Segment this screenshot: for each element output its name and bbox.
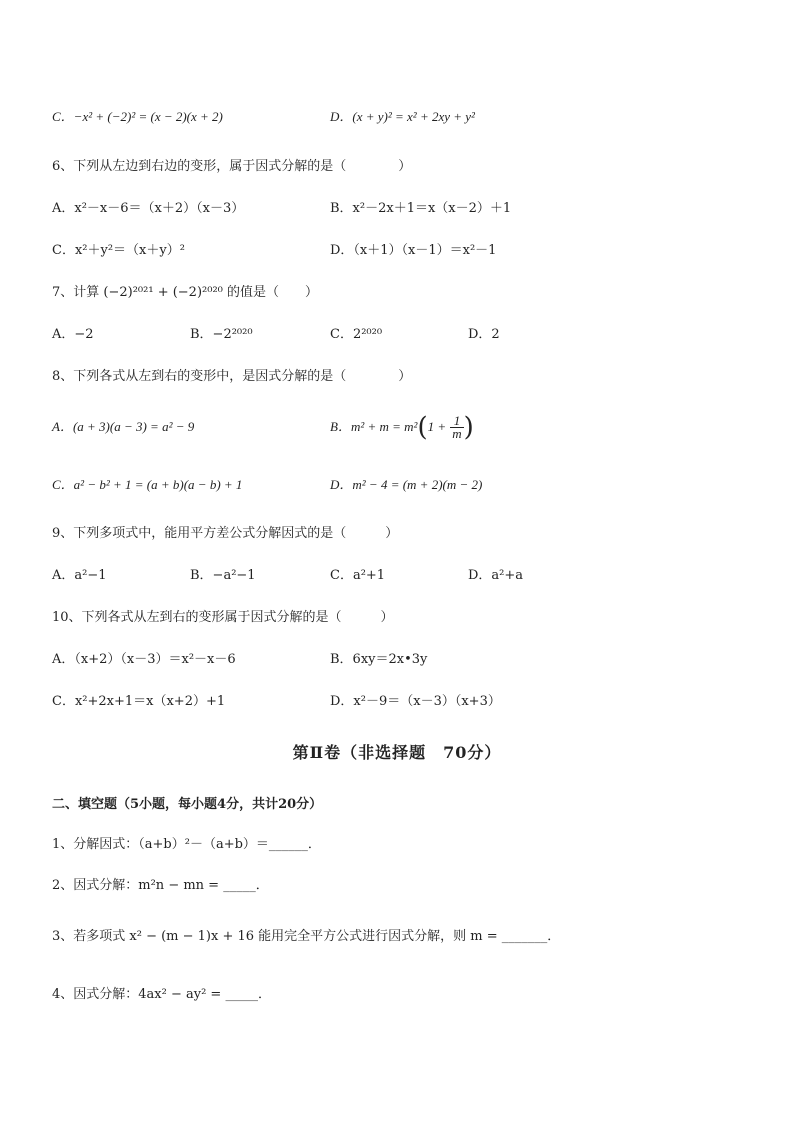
q8-option-c	[52, 476, 242, 495]
q7-option-a: A．−2	[52, 327, 94, 342]
q9-option-d: D．a²+a	[468, 568, 524, 583]
q9-option-a: A．a²−1	[52, 568, 107, 583]
q5-option-c-text: C．−x² + (−2)² = (x − 2)(x + 2)	[52, 109, 223, 124]
q8-option-c-text: C．a² − b² + 1 = (a + b)(a − b) + 1	[52, 477, 243, 492]
q8-option-d	[330, 476, 482, 495]
q5-option-c	[52, 108, 223, 127]
q6-option-b: B．x²－2x＋1＝x（x－2）＋1	[330, 201, 512, 216]
q9-stem: 9、下列多项式中，能用平方差公式分解因式的是（ ）	[52, 526, 399, 541]
q8-option-b-right-paren: )	[463, 412, 474, 443]
q9-option-b: B．−a²−1	[190, 568, 256, 583]
q8-option-b-denominator: m	[452, 426, 462, 441]
q10-option-b: B．6xy＝2x•3y	[330, 652, 428, 667]
q5-option-d-text: D．(x + y)² = x² + 2xy + y²	[330, 109, 475, 124]
q7-option-c: C．2²⁰²⁰	[330, 327, 383, 342]
fill-section-heading: 二、填空题（5小题，每小题4分，共计20分）	[52, 797, 323, 812]
q8-option-d-text: D．m² − 4 = (m + 2)(m − 2)	[330, 477, 483, 492]
q6-option-d: D．（x＋1）（x－1）＝x²－1	[330, 243, 497, 258]
q10-option-a: A．（x+2）（x－3）＝x²－x－6	[52, 652, 236, 667]
q8-option-a-text: A．(a + 3)(a − 3) = a² − 9	[52, 419, 195, 434]
fill-q3: 3、若多项式 x² − (m − 1)x + 16 能用完全平方公式进行因式分解，则 m = _______．	[52, 929, 561, 944]
q8-option-a	[52, 418, 194, 437]
q8-option-b-fraction	[450, 415, 463, 440]
q6-option-c: C．x²＋y²＝（x＋y）²	[52, 243, 185, 258]
q9-option-c: C．a²+1	[330, 568, 386, 583]
q7-option-d: D．2	[468, 327, 500, 342]
q7-option-b: B．−2²⁰²⁰	[190, 327, 253, 342]
q10-option-d: D．x²－9＝（x－3）（x+3）	[330, 694, 501, 709]
q6-option-a: A．x²－x－6＝（x＋2）（x－3）	[52, 201, 245, 216]
q10-stem: 10、下列各式从左到右的变形属于因式分解的是（ ）	[52, 610, 394, 625]
q8-option-b-numerator: 1	[450, 415, 463, 428]
q8-stem: 8、下列各式从左到右的变形中，是因式分解的是（ ）	[52, 369, 412, 384]
q6-stem: 6、下列从左边到右边的变形，属于因式分解的是（ ）	[52, 159, 412, 174]
fill-q4: 4、因式分解：4ax² − ay² = _____．	[52, 987, 271, 1002]
fill-q1: 1、分解因式：（a+b）²－（a+b）＝______．	[52, 837, 321, 852]
q10-option-c: C．x²+2x+1＝x（x+2）+1	[52, 694, 226, 709]
q8-option-b-lhs: B．m² + m = m²	[330, 419, 418, 434]
q8-option-b-left-paren: (	[417, 412, 428, 443]
part2-title: 第Ⅱ卷（非选择题 70分）	[292, 743, 502, 762]
q5-option-d	[330, 108, 475, 127]
q7-stem: 7、计算 (−2)²⁰²¹ + (−2)²⁰²⁰ 的值是（ ）	[52, 285, 318, 300]
fill-q2: 2、因式分解：m²n − mn = _____．	[52, 878, 269, 893]
q8-option-b	[330, 410, 474, 445]
q8-option-b-one: 1 +	[427, 419, 447, 434]
